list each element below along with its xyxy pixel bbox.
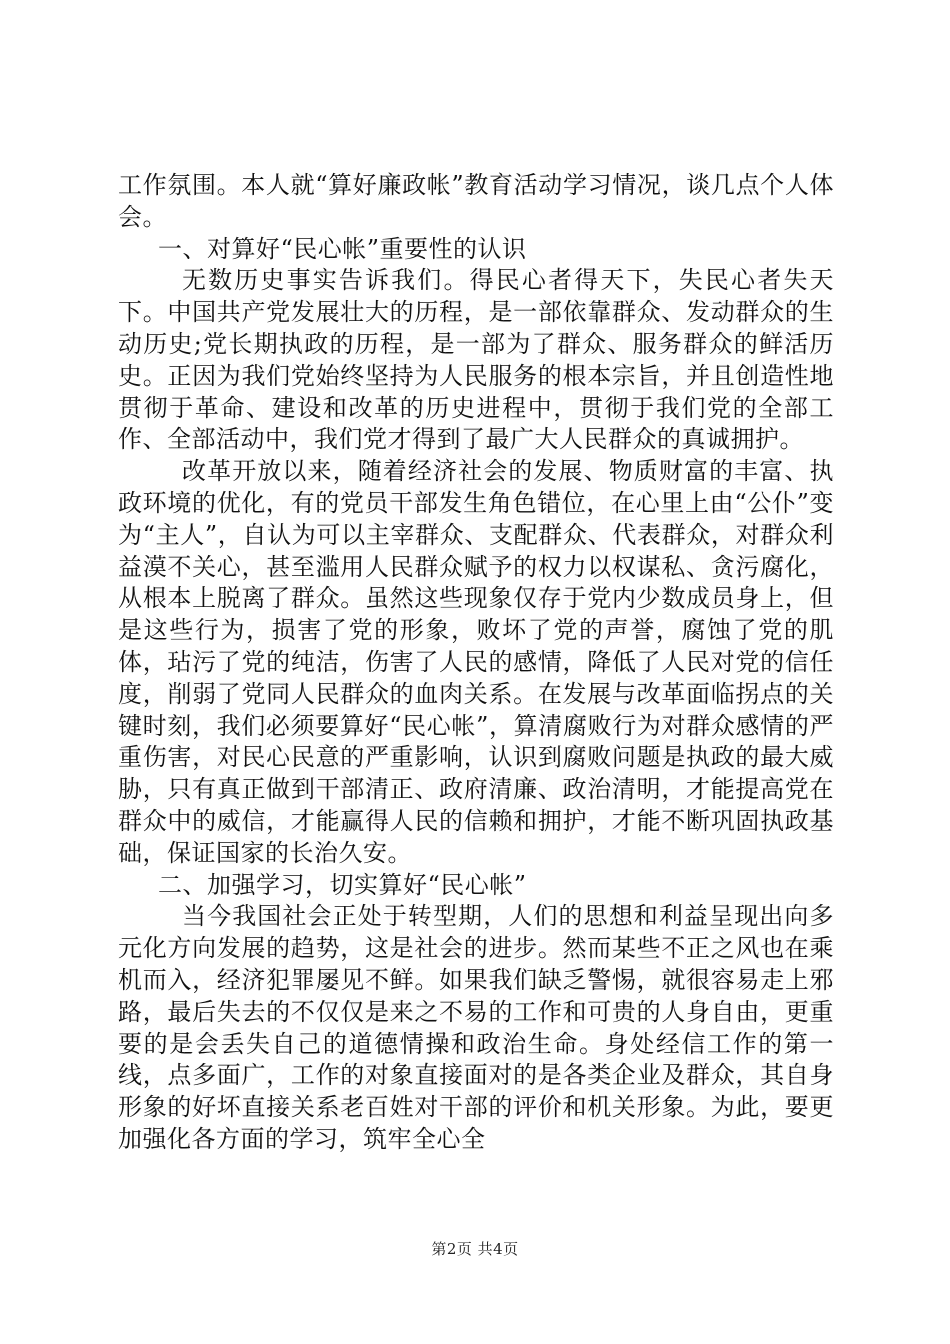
page-number-footer: 第2页 共4页	[431, 1240, 519, 1258]
section-heading-2: 二、加强学习，切实算好“民心帐”	[158, 870, 527, 899]
body-paragraph: 改革开放以来，随着经济社会的发展、物质财富的丰富、执政环境的优化，有的党员干部发生角色错位，在心里上由“公仆”变为“主人”，自认为可以主宰群众、支配群众、代表群众，对群众利益漠不关心，甚至滥用人民群众赋予的权力以权谋私、贪污腐化，从根本上脱离了群众。虽然这些现象仅存于党内少数成员身上，但是这些行为，损害了党的形象，败坏了党的声誉，腐蚀了党的肌体，玷污了党的纯洁，伤害了人民的感情，降低了人民对党的信任度，削弱了党同人民群众的血肉关系。在发展与改革面临拐点的关键时刻，我们必须要算好“民心帐”，算清腐败行为对群众感情的严重伤害，对民心民意的严重影响，认识到腐败问题是执政的最大威胁，只有真正做到干部清正、政府清廉、政治清明，才能提高党在群众中的威信，才能赢得人民的信赖和拥护，才能不断巩固执政基础，保证国家的长治久安。	[118, 457, 834, 867]
body-paragraph: 无数历史事实告诉我们。得民心者得天下，失民心者失天下。中国共产党发展壮大的历程，是一部依靠群众、发动群众的生动历史;党长期执政的历程，是一部为了群众、服务群众的鲜活历史。正因为我们党始终坚持为人民服务的根本宗旨，并且创造性地贯彻于革命、建设和改革的历史进程中，贯彻于我们党的全部工作、全部活动中，我们党才得到了最广大人民群众的真诚拥护。	[118, 266, 834, 454]
document-body	[118, 170, 834, 1156]
body-paragraph-continuation: 工作氛围。本人就“算好廉政帐”教育活动学习情况，谈几点个人体会。	[118, 171, 834, 231]
section-heading-1: 一、对算好“民心帐”重要性的认识	[158, 234, 527, 263]
body-paragraph: 当今我国社会正处于转型期，人们的思想和利益呈现出向多元化方向发展的趋势，这是社会的进步。然而某些不正之风也在乘机而入，经济犯罪屡见不鲜。如果我们缺乏警惕，就很容易走上邪路，最后失去的不仅仅是来之不易的工作和可贵的人身自由，更重要的是会丢失自己的道德情操和政治生命。身处经信工作的第一线，点多面广，工作的对象直接面对的是各类企业及群众，其自身形象的好坏直接关系老百姓对干部的评价和机关形象。为此，要更加强化各方面的学习，筑牢全心全	[118, 902, 834, 1153]
